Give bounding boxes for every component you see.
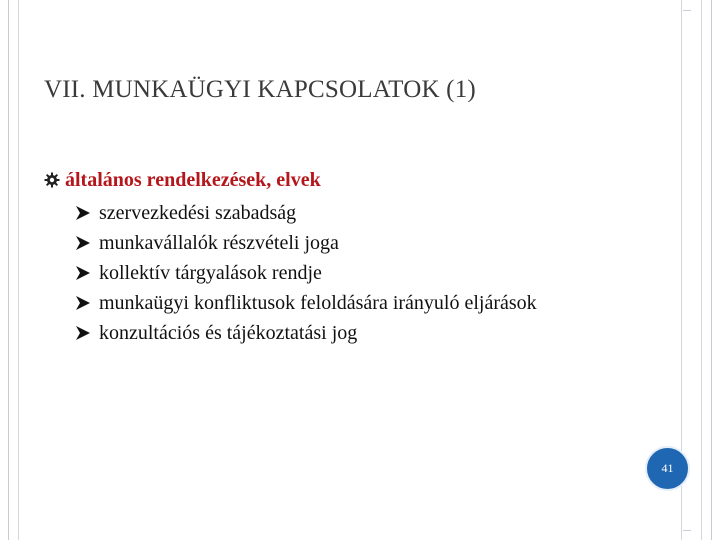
list-item-text: konzultációs és tájékoztatási jog (99, 321, 358, 344)
arrow-icon (75, 266, 91, 280)
slide-title: VII. MUNKAÜGYI KAPCSOLATOK (1) (44, 76, 476, 103)
frame-left-line (18, 0, 19, 540)
arrow-icon (75, 296, 91, 310)
arrow-icon (75, 206, 91, 220)
list-item (75, 318, 674, 348)
bullet-item (44, 166, 674, 194)
arrow-icon (75, 326, 91, 340)
bullet-heading: általános rendelkezések, elvek (65, 169, 321, 191)
list-item-text: kollektív tárgyalások rendje (99, 261, 322, 284)
page-number: 41 (661, 461, 674, 475)
list-item-text: munkaügyi konfliktusok feloldására irányuló eljárások (99, 291, 537, 314)
frame-tick (683, 530, 691, 531)
frame-right-line (701, 0, 702, 540)
list-item (75, 258, 674, 288)
subitem-list (44, 198, 674, 348)
list-item-text: szervezkedési szabadság (99, 201, 297, 224)
list-item-text: munkavállalók részvételi joga (99, 231, 339, 254)
slide-content (44, 166, 674, 348)
frame-tick (683, 10, 691, 11)
page-number-badge (645, 446, 690, 491)
list-item (75, 288, 674, 318)
arrow-icon (75, 236, 91, 250)
list-item (75, 228, 674, 258)
gear-icon (44, 172, 60, 188)
list-item (75, 198, 674, 228)
